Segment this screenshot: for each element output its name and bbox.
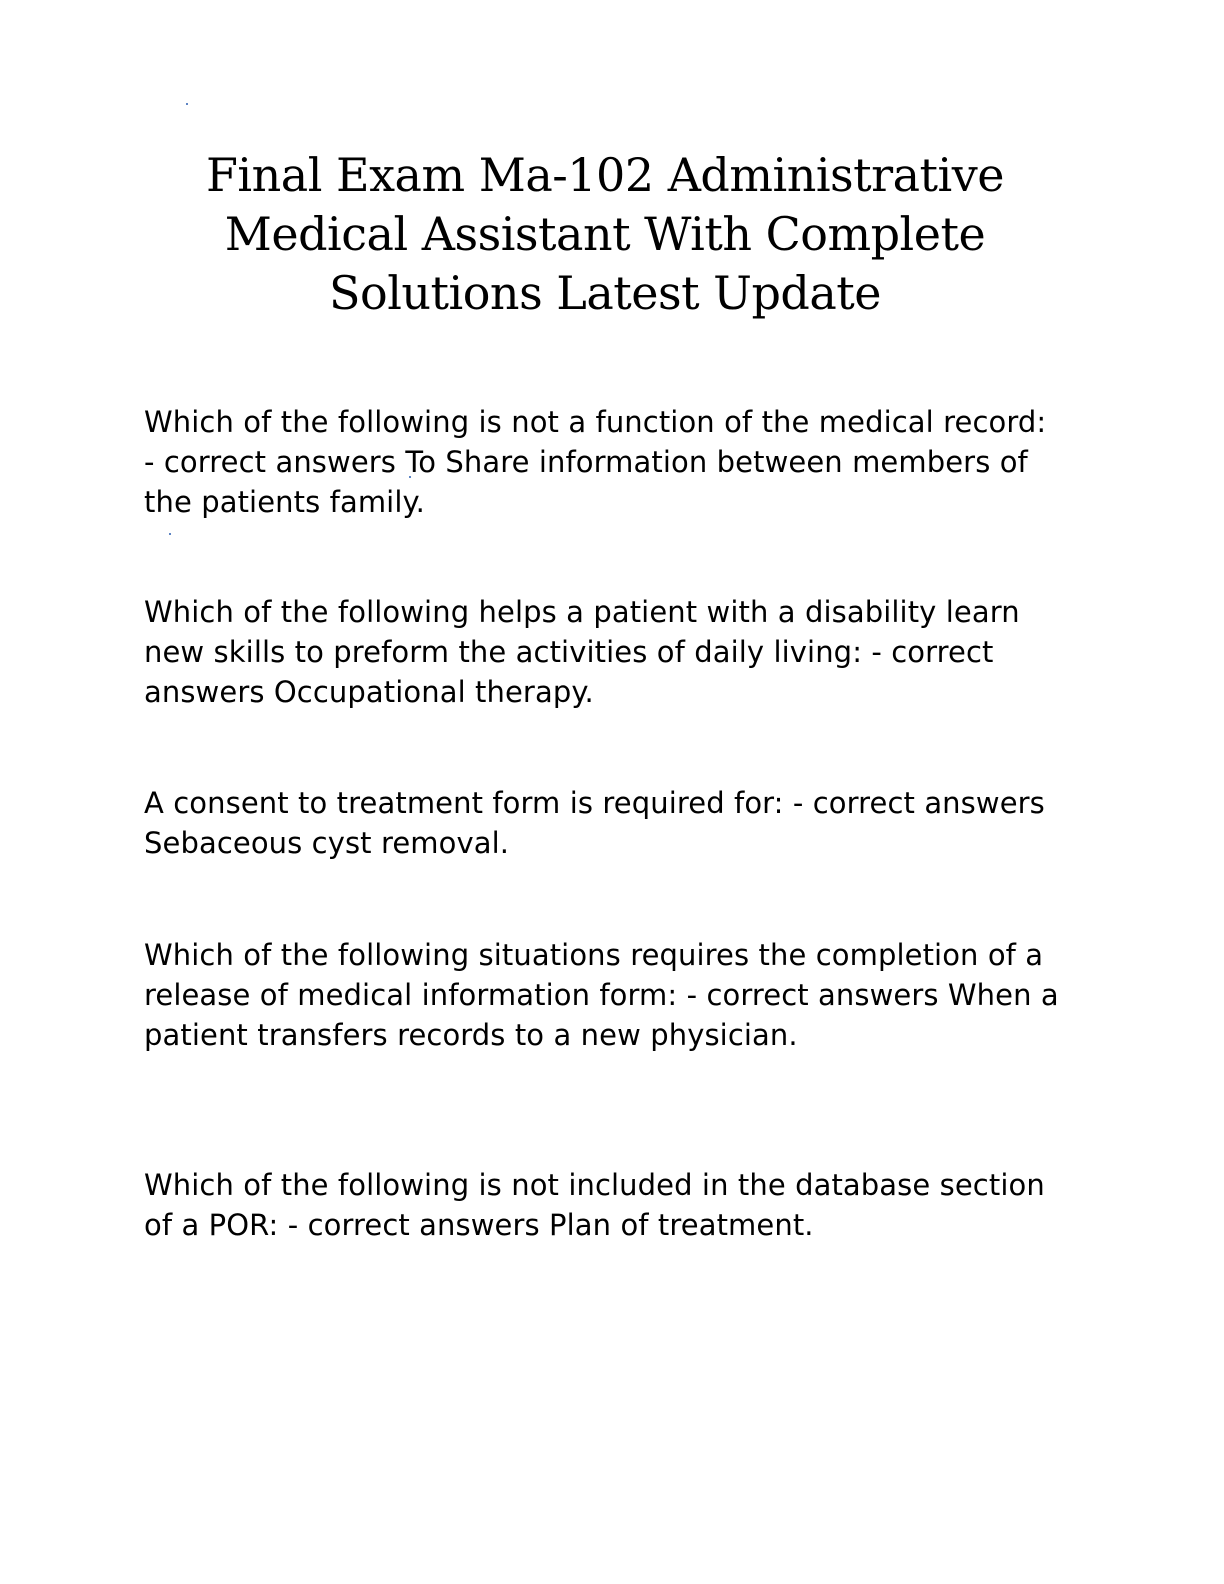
question-answer-1: Which of the following is not a function of the medical record: - correct answers To Share information between members of the patients family. <box>144 405 1047 519</box>
marker-dot <box>186 103 188 105</box>
question-answer-2: Which of the following helps a patient with a disability learn new skills to preform the activities of daily living: - correct answers Occupational therapy. <box>144 595 1020 709</box>
question-answer-4: Which of the following situations requires the completion of a release of medical information form: - correct answers When a patient transfers records to a new physician. <box>144 938 1059 1052</box>
document-title: Final Exam Ma-102 Administrative Medical Assistant With Complete Solutions Latest Update <box>206 148 1004 320</box>
marker-dot <box>169 533 171 535</box>
question-answer-5: Which of the following is not included in the database section of a POR: - correct answers Plan of treatment. <box>144 1168 1045 1242</box>
question-answer-3: A consent to treatment form is required for: - correct answers Sebaceous cyst removal. <box>144 786 1045 860</box>
